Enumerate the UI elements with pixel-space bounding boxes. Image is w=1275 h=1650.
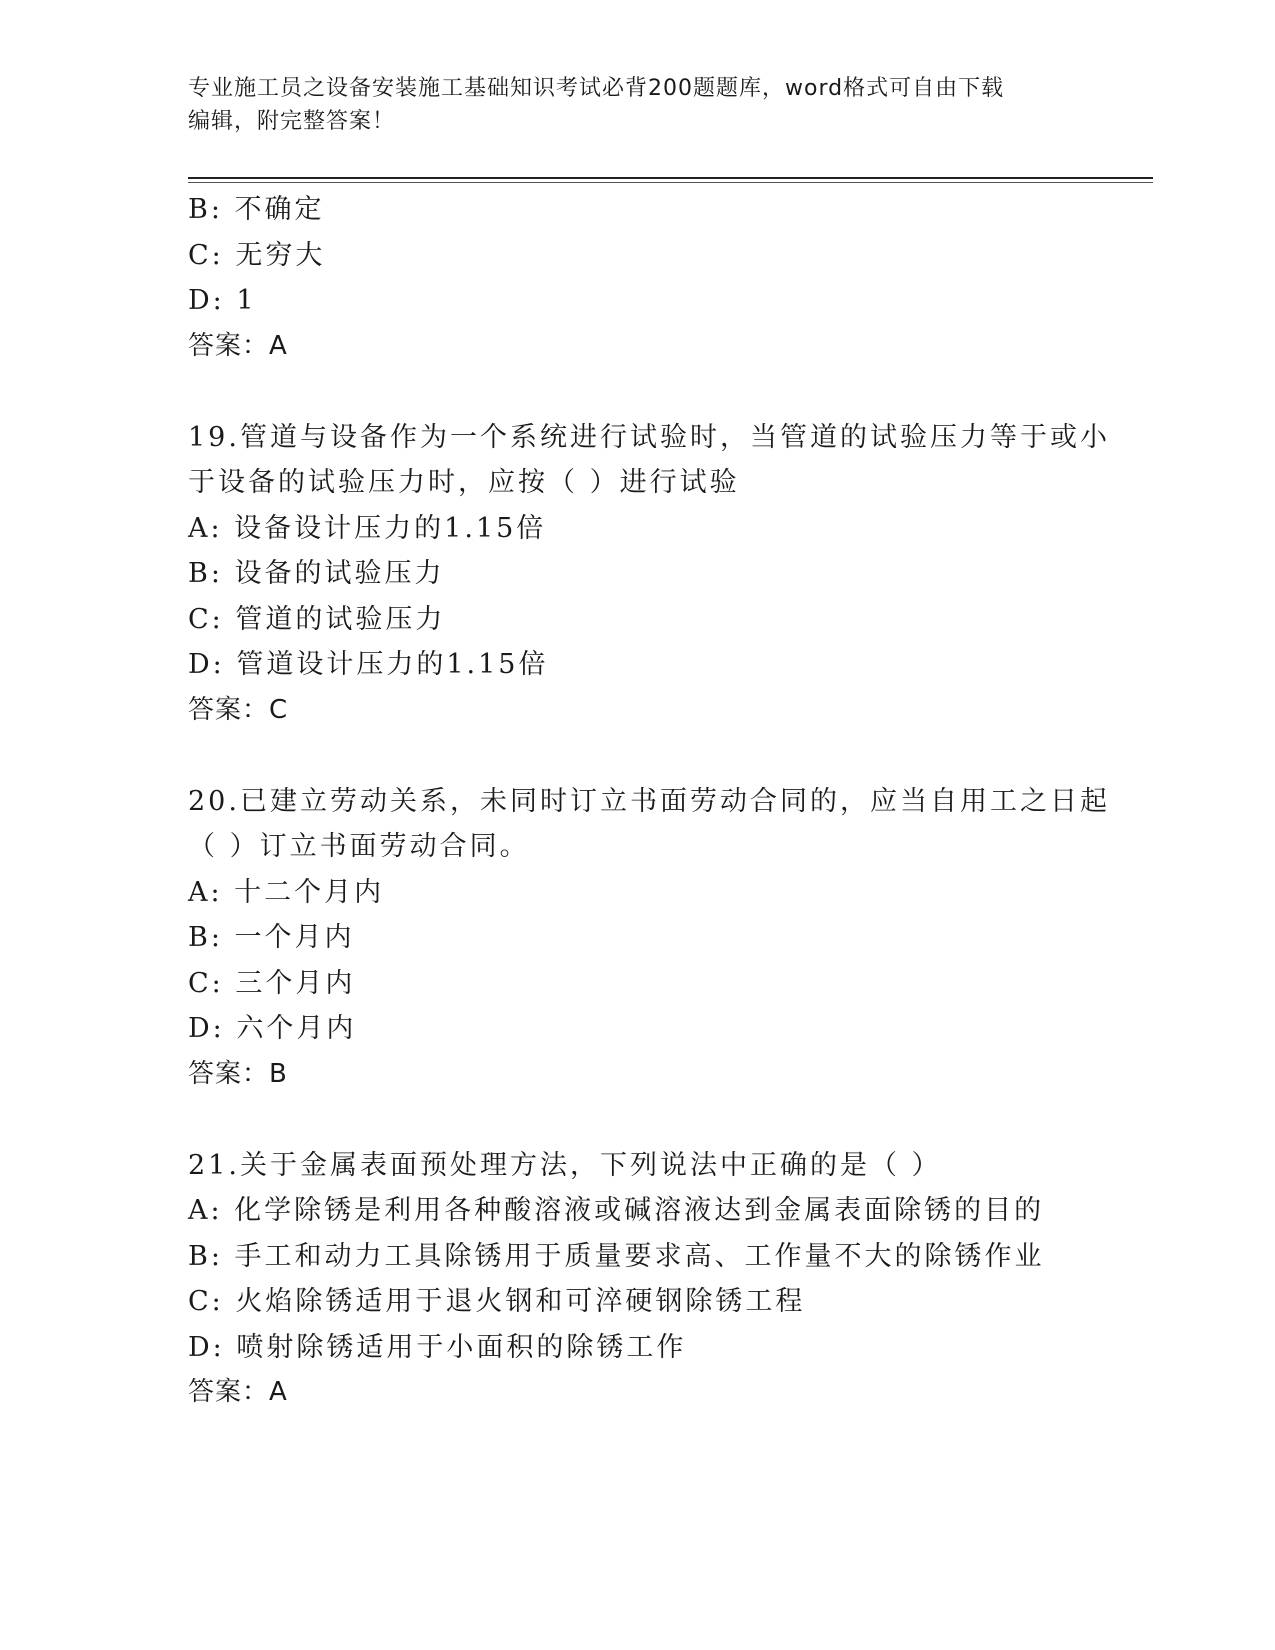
question-19	[188, 415, 1110, 734]
question-21	[188, 1143, 1088, 1416]
option-d: D: 喷射除锈适用于小面积的除锈工作	[188, 1331, 687, 1363]
option-c: C: 管道的试验压力	[188, 603, 446, 635]
previous-question-tail	[188, 187, 1088, 369]
header-divider-thin	[188, 182, 1153, 183]
answer-label: 答案：B	[188, 1058, 288, 1089]
header-divider-thick	[188, 177, 1153, 179]
header-title-line-2: 编辑，附完整答案！	[188, 109, 396, 134]
question-stem-line-2: 于设备的试验压力时，应按（ ）进行试验	[188, 467, 740, 498]
question-stem-line-1: 21.关于金属表面预处理方法，下列说法中正确的是（ ）	[188, 1149, 942, 1181]
question-stem-line-1: 20.已建立劳动关系，未同时订立书面劳动合同的，应当自用工之日起	[188, 785, 1110, 817]
option-d: D: 1	[188, 285, 257, 316]
answer-label: 答案：C	[188, 694, 289, 725]
option-d: D: 六个月内	[188, 1013, 357, 1044]
question-stem-line-1: 19.管道与设备作为一个系统进行试验时，当管道的试验压力等于或小	[188, 421, 1110, 453]
option-c: C: 无穷大	[188, 239, 326, 271]
answer-label: 答案：A	[188, 330, 288, 361]
option-b: B: 不确定	[188, 194, 325, 225]
option-a: A: 十二个月内	[188, 876, 385, 908]
question-20	[188, 779, 1110, 1098]
option-d: D: 管道设计压力的1.15倍	[188, 649, 549, 680]
option-b: B: 设备的试验压力	[188, 558, 445, 589]
option-a: A: 设备设计压力的1.15倍	[188, 512, 547, 544]
option-b: B: 一个月内	[188, 922, 355, 953]
header-title-line-1: 专业施工员之设备安装施工基础知识考试必背200题题库，word格式可自由下载	[188, 76, 1005, 101]
spacer	[188, 1097, 1088, 1143]
question-list	[188, 187, 1110, 1416]
option-c: C: 三个月内	[188, 967, 356, 999]
question-stem-line-2: （ ）订立书面劳动合同。	[188, 831, 530, 862]
spacer	[188, 369, 1088, 415]
spacer	[188, 733, 1088, 779]
answer-label: 答案：A	[188, 1377, 288, 1407]
option-a: A: 化学除锈是利用各种酸溶液或碱溶液达到金属表面除锈的目的	[188, 1195, 1045, 1226]
document-header	[188, 72, 1068, 138]
option-b: B: 手工和动力工具除锈用于质量要求高、工作量不大的除锈作业	[188, 1240, 1045, 1272]
option-c: C: 火焰除锈适用于退火钢和可淬硬钢除锈工程	[188, 1286, 806, 1317]
